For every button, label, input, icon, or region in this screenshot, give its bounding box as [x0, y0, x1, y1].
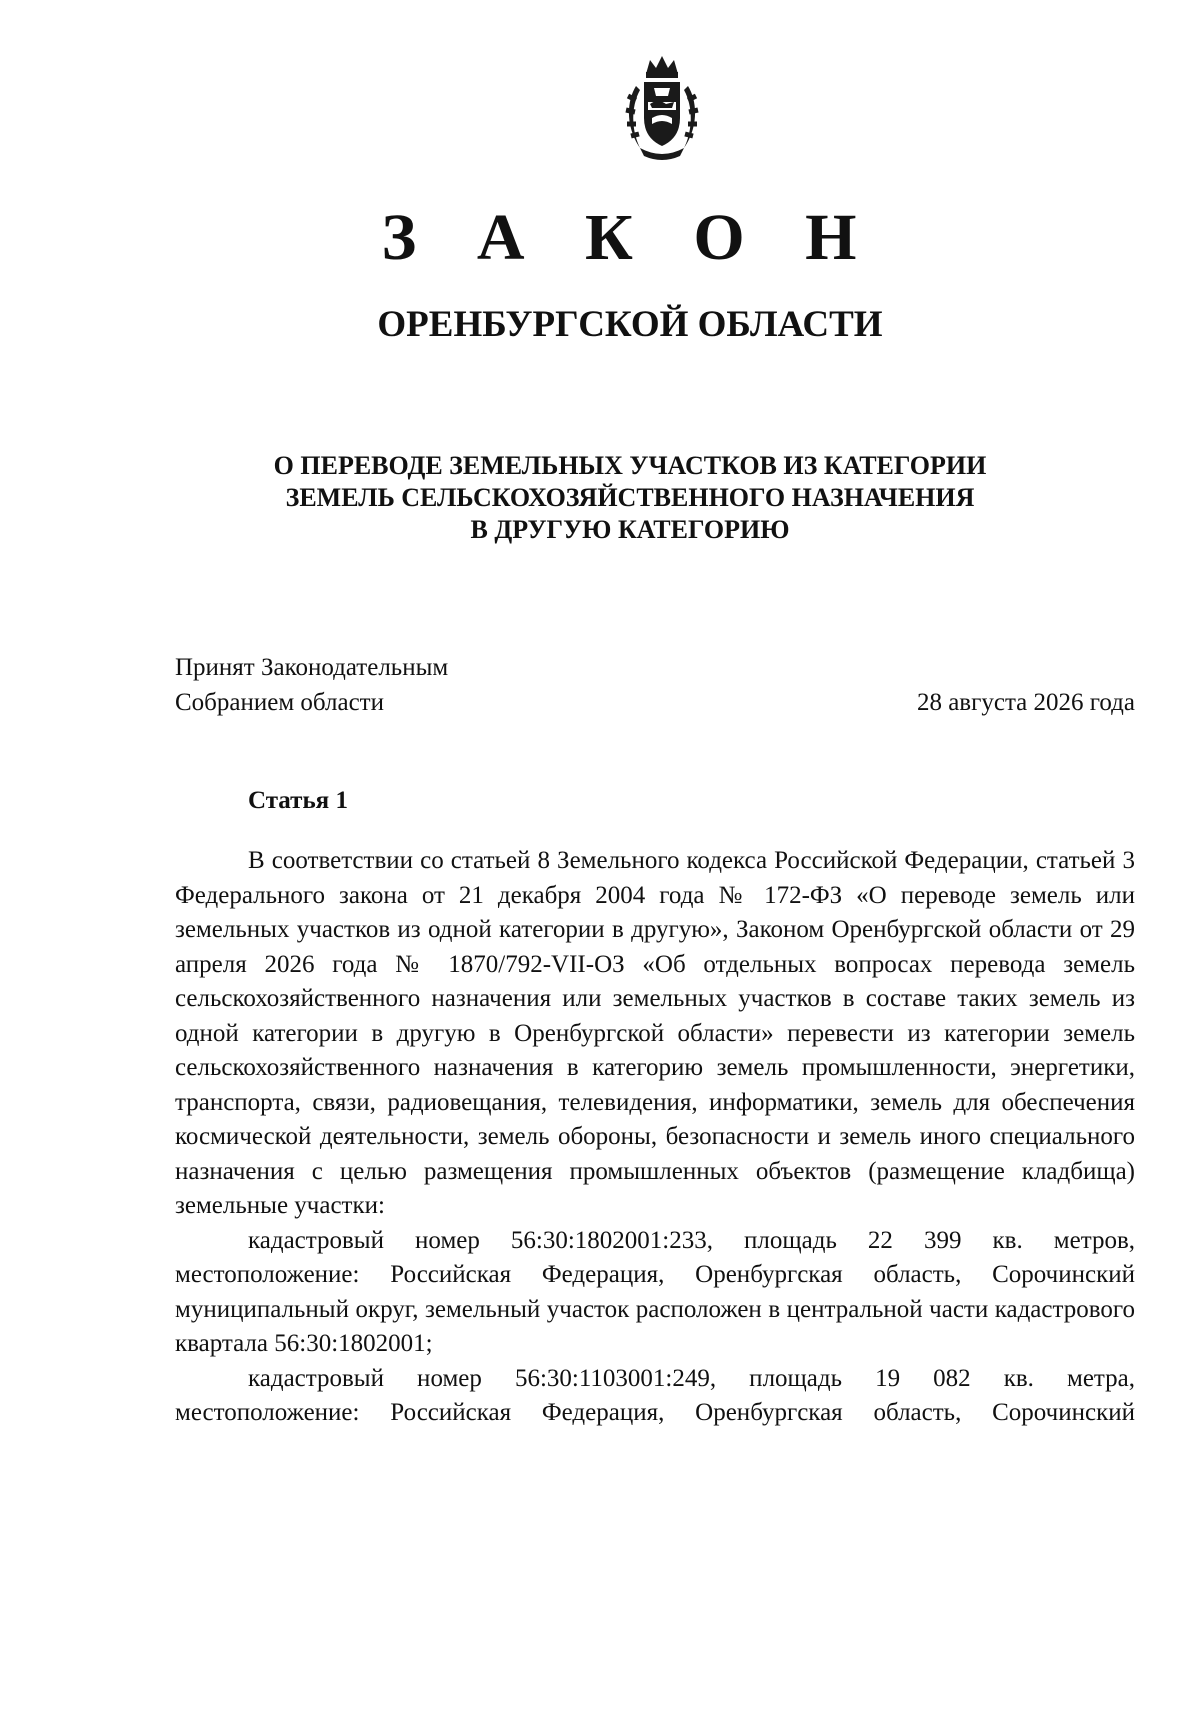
heading-line: О ПЕРЕВОДЕ ЗЕМЕЛЬНЫХ УЧАСТКОВ ИЗ КАТЕГОРИИ [273, 451, 987, 480]
adopted-by-line: Собранием области [175, 689, 384, 716]
document-title: З А К О Н [381, 201, 879, 274]
adopted-by-line: Принят Законодательным [175, 654, 449, 681]
land-plot-item: кадастровый номер 56:30:1802001:233, площадь 22 399 кв. метров, местоположение: Российская Федерация, Оренбургская область, Сорочинский муниципальный округ, земельный участок расположен в центральной части кадастрового квартала 56:30:1802001; [175, 1226, 1135, 1357]
coat-of-arms-emblem [618, 52, 706, 164]
heading-line: В ДРУГУЮ КАТЕГОРИЮ [470, 515, 790, 544]
heading-line: ЗЕМЕЛЬ СЕЛЬСКОХОЗЯЙСТВЕННОГО НАЗНАЧЕНИЯ [285, 483, 975, 512]
law-heading [0, 450, 1200, 546]
land-plot-item: кадастровый номер 56:30:1103001:249, площадь 19 082 кв. метра, местоположение: Российская Федерация, Оренбургская область, Сорочинский [175, 1364, 1135, 1426]
adoption-block [175, 650, 1135, 720]
article-paragraph: В соответствии со статьей 8 Земельного кодекса Российской Федерации, статьей 3 Федерального закона от 21 декабря 2004 года № 172-ФЗ «О переводе земель или земельных участков из одной категории в другую», Законом Оренбургской области от 29 апреля 2026 года № 1870/792-VII-ОЗ «Об отдельных вопросах перевода земель сельскохозяйственного назначения или земельных участков в составе таких земель из одной категории в другую в Оренбургской области» перевести из категории земель сельскохозяйственного назначения в категорию земель промышленности, энергетики, транспорта, связи, радиовещания, телевидения, информатики, земель для обеспечения космической деятельности, земель обороны, безопасности и земель иного специального назначения с целью размещения промышленных объектов (размещение кладбища) земельные участки: [175, 847, 1135, 1219]
adoption-date: 28 августа 2026 года [916, 689, 1135, 716]
article-title: Статья 1 [248, 787, 348, 814]
article-body [175, 844, 1135, 1431]
document-subtitle: ОРЕНБУРГСКОЙ ОБЛАСТИ [377, 304, 883, 345]
